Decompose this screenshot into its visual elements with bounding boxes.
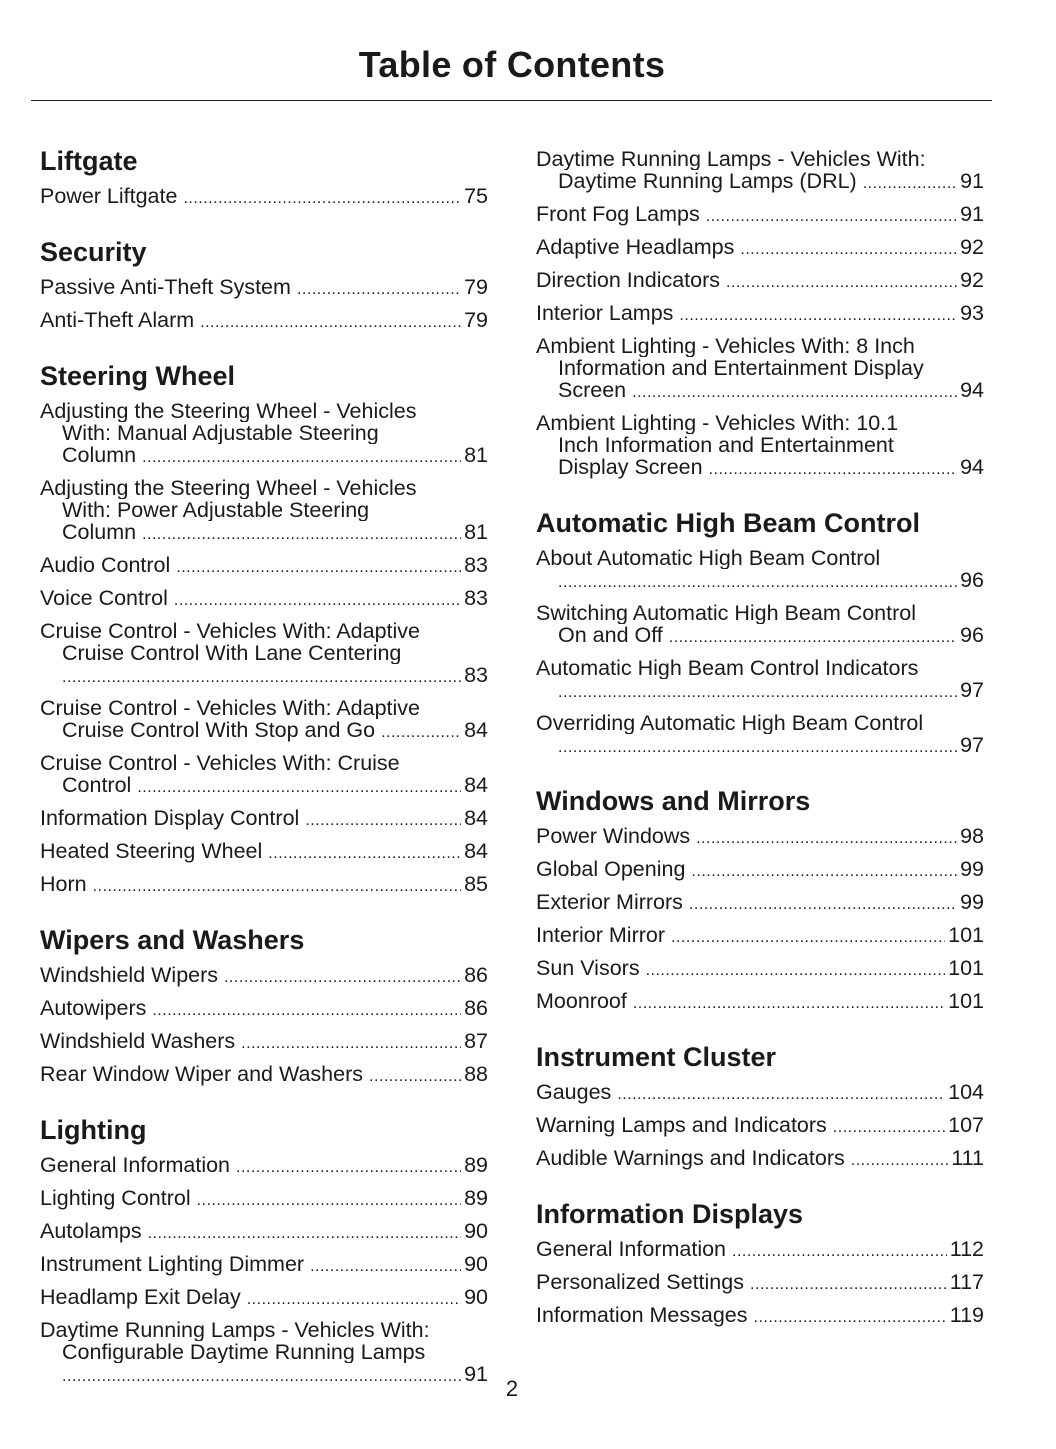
page-ref: 107 <box>948 1114 984 1137</box>
dot-leader <box>632 382 957 404</box>
entry-title-text: Direction Indicators <box>536 269 721 292</box>
entry-title-text: Passive Anti-Theft System <box>40 276 291 299</box>
entry-title-text: With: Power Adjustable Steering <box>62 499 370 521</box>
toc-entry[interactable] <box>536 547 984 594</box>
toc-section-lighting <box>40 1114 488 1388</box>
page-ref: 89 <box>464 1187 488 1210</box>
entry-title-text: Rear Window Wiper and Washers <box>40 1063 364 1086</box>
page-ref: 90 <box>464 1253 488 1276</box>
page-ref: 75 <box>464 185 488 208</box>
toc-entry-line <box>536 547 984 569</box>
toc-entry[interactable] <box>536 891 984 916</box>
entry-title-text: On and Off <box>558 624 663 647</box>
toc-entry-line <box>536 602 984 624</box>
toc-entry[interactable] <box>40 997 488 1022</box>
page-ref: 87 <box>464 1030 488 1053</box>
dot-leader <box>369 1066 461 1088</box>
toc-entry-line <box>536 657 984 679</box>
toc-entry[interactable] <box>40 807 488 832</box>
page-ref: 81 <box>464 444 488 467</box>
toc-entry-line <box>536 434 984 456</box>
section-heading: Instrument Cluster <box>536 1042 777 1072</box>
dot-leader <box>709 459 957 481</box>
section-heading: Security <box>40 237 147 267</box>
toc-entry[interactable] <box>40 873 488 898</box>
toc-entry-line <box>536 1304 984 1329</box>
entry-title-text: Horn <box>40 873 87 896</box>
toc-entry[interactable] <box>40 620 488 689</box>
dot-leader <box>558 737 957 759</box>
entry-title-text: Windshield Wipers <box>40 964 219 987</box>
page-ref: 94 <box>960 456 984 479</box>
entry-title-text: Daytime Running Lamps - Vehicles With: <box>536 148 926 170</box>
toc-entry-line <box>536 1114 984 1139</box>
entry-title-text: Gauges <box>536 1081 612 1104</box>
page-ref: 101 <box>948 924 984 947</box>
toc-entry-line <box>536 379 984 404</box>
page-ref: 83 <box>464 587 488 610</box>
entry-title-text: Audio Control <box>40 554 171 577</box>
toc-entry-line <box>40 1253 488 1278</box>
toc-entry-line <box>40 309 488 334</box>
toc-entry[interactable] <box>40 1286 488 1311</box>
toc-entry-line <box>536 1271 984 1296</box>
toc-entry[interactable] <box>40 587 488 612</box>
dot-leader <box>142 447 461 469</box>
toc-entry-line <box>536 957 984 982</box>
entry-title-text: Cruise Control - Vehicles With: Adaptive <box>40 697 420 719</box>
toc-entry-line <box>40 1319 488 1341</box>
entry-title-text: Information and Entertainment Display <box>558 357 924 379</box>
toc-entry[interactable] <box>536 825 984 850</box>
entry-title-text: Front Fog Lamps <box>536 203 700 226</box>
section-heading: Wipers and Washers <box>40 925 305 955</box>
entry-title-text: Control <box>62 774 132 797</box>
toc-entry-line <box>40 719 488 744</box>
entry-title-text: Interior Lamps <box>536 302 674 325</box>
page-ref: 94 <box>960 379 984 402</box>
dot-leader <box>268 843 461 865</box>
entry-title-text: Daytime Running Lamps - Vehicles With: <box>40 1319 430 1341</box>
entry-title-text: Instrument Lighting Dimmer <box>40 1253 305 1276</box>
page-ref: 99 <box>960 891 984 914</box>
entry-title-text: Autolamps <box>40 1220 142 1243</box>
toc-entry-line <box>40 997 488 1022</box>
entry-title-text: With: Manual Adjustable Steering <box>62 422 379 444</box>
toc-section-security <box>40 236 488 334</box>
section-heading: Windows and Mirrors <box>536 786 811 816</box>
toc-entry-line <box>40 752 488 774</box>
dot-leader <box>696 828 957 850</box>
page-ref: 104 <box>948 1081 984 1104</box>
dot-leader <box>142 524 461 546</box>
dot-leader <box>750 1274 947 1296</box>
entry-title-text: General Information <box>536 1238 727 1261</box>
toc-entry[interactable] <box>40 276 488 301</box>
toc-entry-line <box>536 734 984 759</box>
page-ref: 91 <box>464 1363 488 1386</box>
dot-leader <box>176 557 461 579</box>
toc-entry-line <box>40 1286 488 1311</box>
toc-entry[interactable] <box>40 400 488 469</box>
page-ref: 89 <box>464 1154 488 1177</box>
dot-leader <box>679 305 957 327</box>
entry-title-text: Overriding Automatic High Beam Control <box>536 712 924 734</box>
toc-entry-line <box>40 620 488 642</box>
entry-title-text: Ambient Lighting - Vehicles With: 8 Inch <box>536 335 915 357</box>
toc-entry-line <box>536 679 984 704</box>
dot-leader <box>381 722 461 744</box>
toc-entry-line <box>40 807 488 832</box>
page-ref: 93 <box>960 302 984 325</box>
toc-entry-line <box>40 521 488 546</box>
page-ref: 97 <box>960 734 984 757</box>
toc-entry[interactable] <box>536 412 984 481</box>
entry-title-text: Configurable Daytime Running Lamps <box>62 1341 426 1363</box>
toc-entry-line <box>536 990 984 1015</box>
toc-entry[interactable] <box>536 236 984 261</box>
right-column <box>536 148 984 1355</box>
entry-title-text: Voice Control <box>40 587 168 610</box>
toc-entry-line <box>536 269 984 294</box>
entry-title-text: Ambient Lighting - Vehicles With: 10.1 <box>536 412 899 434</box>
toc-section-steering-wheel <box>40 360 488 898</box>
dot-leader <box>183 188 461 210</box>
page-ref: 91 <box>960 203 984 226</box>
dot-leader <box>297 279 461 301</box>
entry-title-text: Sun Visors <box>536 957 640 980</box>
entry-title-text: Exterior Mirrors <box>536 891 683 914</box>
entry-title-text: Moonroof <box>536 990 627 1013</box>
page-ref: 79 <box>464 276 488 299</box>
entry-title-text: Adjusting the Steering Wheel - Vehicles <box>40 477 417 499</box>
toc-entry[interactable] <box>40 840 488 865</box>
toc-section-information-displays <box>536 1198 984 1329</box>
entry-title-text: General Information <box>40 1154 231 1177</box>
dot-leader <box>863 173 957 195</box>
entry-title-text: Daytime Running Lamps (DRL) <box>558 170 857 193</box>
dot-leader <box>174 590 461 612</box>
page-ref: 101 <box>948 957 984 980</box>
toc-entry-line <box>40 1063 488 1088</box>
toc-entry[interactable] <box>40 1030 488 1055</box>
entry-title-text: Autowipers <box>40 997 147 1020</box>
section-heading: Lighting <box>40 1115 147 1145</box>
entry-title-text: Cruise Control With Stop and Go <box>62 719 376 742</box>
toc-entry[interactable] <box>40 477 488 546</box>
page-ref: 111 <box>951 1147 984 1170</box>
page-ref: 117 <box>949 1271 984 1294</box>
toc-entry-line <box>40 185 488 210</box>
toc-entry-line <box>536 456 984 481</box>
toc-section-windows-and-mirrors <box>536 785 984 1015</box>
entry-title-text: Display Screen <box>558 456 703 479</box>
toc-entry[interactable] <box>536 657 984 704</box>
dot-leader <box>224 967 461 989</box>
toc-entry-line <box>40 554 488 579</box>
dot-leader <box>236 1157 461 1179</box>
toc-entry-line <box>536 203 984 228</box>
toc-entry[interactable] <box>536 1238 984 1263</box>
entry-title-text: Warning Lamps and Indicators <box>536 1114 827 1137</box>
toc-entry[interactable] <box>536 1114 984 1139</box>
page-ref: 90 <box>464 1286 488 1309</box>
toc-entry-line <box>536 891 984 916</box>
toc-entry-line <box>536 924 984 949</box>
dot-leader <box>558 572 957 594</box>
toc-entry-line <box>536 1238 984 1263</box>
toc-entry[interactable] <box>40 1063 488 1088</box>
dot-leader <box>200 312 461 334</box>
toc-entry-line <box>40 1030 488 1055</box>
page-ref: 81 <box>464 521 488 544</box>
toc-entry[interactable] <box>536 990 984 1015</box>
page-ref: 92 <box>960 269 984 292</box>
toc-entry-line <box>536 624 984 649</box>
entry-title-text: Information Messages <box>536 1304 748 1327</box>
toc-section-continued <box>536 148 984 481</box>
toc-entry-line <box>536 412 984 434</box>
entry-title-text: About Automatic High Beam Control <box>536 547 881 569</box>
toc-entry[interactable] <box>40 185 488 210</box>
toc-entry-line <box>536 712 984 734</box>
toc-entry[interactable] <box>40 964 488 989</box>
toc-entry[interactable] <box>40 1220 488 1245</box>
toc-entry[interactable] <box>536 148 984 195</box>
page-ref: 90 <box>464 1220 488 1243</box>
dot-leader <box>62 667 461 689</box>
entry-title-text: Windshield Washers <box>40 1030 236 1053</box>
toc-entry-line <box>536 858 984 883</box>
page-ref: 86 <box>464 964 488 987</box>
entry-title-text: Cruise Control With Lane Centering <box>62 642 402 664</box>
toc-entry-line <box>40 1187 488 1212</box>
toc-entry-line <box>536 148 984 170</box>
dot-leader <box>706 206 957 228</box>
page-title: Table of Contents <box>358 44 666 85</box>
title-divider <box>31 100 992 101</box>
page-ref: 96 <box>960 569 984 592</box>
page-ref: 86 <box>464 997 488 1020</box>
entry-title-text: Information Display Control <box>40 807 300 830</box>
dot-leader <box>137 777 461 799</box>
toc-entry-line <box>40 499 488 521</box>
toc-entry[interactable] <box>536 712 984 759</box>
toc-entry-line <box>40 400 488 422</box>
toc-entry-line <box>536 357 984 379</box>
dot-leader <box>732 1241 947 1263</box>
toc-entry-line <box>40 964 488 989</box>
entry-title-text: Automatic High Beam Control Indicators <box>536 657 919 679</box>
toc-entry-line <box>40 1154 488 1179</box>
entry-title-text: Lighting Control <box>40 1187 191 1210</box>
toc-section-wipers-and-washers <box>40 924 488 1088</box>
toc-entry-line <box>40 477 488 499</box>
entry-title-text: Audible Warnings and Indicators <box>536 1147 845 1170</box>
section-heading: Automatic High Beam Control <box>536 508 921 538</box>
dot-leader <box>689 894 957 916</box>
toc-entry-line <box>536 1081 984 1106</box>
dot-leader <box>197 1190 461 1212</box>
section-heading: Steering Wheel <box>40 361 236 391</box>
entry-title-text: Cruise Control - Vehicles With: Cruise <box>40 752 400 774</box>
toc-entry-line <box>536 335 984 357</box>
toc-entry[interactable] <box>536 1081 984 1106</box>
page-ref: 84 <box>464 774 488 797</box>
toc-entry-line <box>536 236 984 261</box>
page-ref: 85 <box>464 873 488 896</box>
toc-entry-line <box>40 697 488 719</box>
toc-entry[interactable] <box>536 1304 984 1329</box>
entry-title-text: Headlamp Exit Delay <box>40 1286 241 1309</box>
page-ref: 83 <box>464 554 488 577</box>
page-ref: 83 <box>464 664 488 687</box>
toc-entry[interactable] <box>536 203 984 228</box>
section-heading: Liftgate <box>40 146 138 176</box>
entry-title-text: Column <box>62 444 137 467</box>
page-number: 2 <box>505 1376 519 1401</box>
toc-entry[interactable] <box>40 1253 488 1278</box>
toc-section-automatic-high-beam-control <box>536 507 984 759</box>
entry-title-text: Global Opening <box>536 858 686 881</box>
dot-leader <box>152 1000 461 1022</box>
toc-entry-line <box>40 422 488 444</box>
entry-title-text: Screen <box>558 379 627 402</box>
toc-entry[interactable] <box>40 1187 488 1212</box>
page-ref: 99 <box>960 858 984 881</box>
dot-leader <box>671 927 945 949</box>
entry-title-text: Adaptive Headlamps <box>536 236 735 259</box>
page-ref: 88 <box>464 1063 488 1086</box>
page-ref: 97 <box>960 679 984 702</box>
dot-leader <box>241 1033 461 1055</box>
toc-entry-line <box>40 664 488 689</box>
toc-entry[interactable] <box>40 554 488 579</box>
entry-title-text: Cruise Control - Vehicles With: Adaptive <box>40 620 420 642</box>
toc-entry-line <box>536 170 984 195</box>
toc-entry[interactable] <box>40 752 488 799</box>
toc-entry-line <box>536 825 984 850</box>
dot-leader <box>851 1150 949 1172</box>
dot-leader <box>148 1223 461 1245</box>
dot-leader <box>669 627 957 649</box>
entry-title-text: Switching Automatic High Beam Control <box>536 602 917 624</box>
toc-entry[interactable] <box>40 697 488 744</box>
toc-entry-line <box>40 774 488 799</box>
page-ref: 119 <box>949 1304 984 1327</box>
toc-entry[interactable] <box>536 1271 984 1296</box>
entry-title-text: Interior Mirror <box>536 924 666 947</box>
dot-leader <box>247 1289 461 1311</box>
toc-entry[interactable] <box>536 957 984 982</box>
toc-entry-line <box>536 302 984 327</box>
dot-leader <box>305 810 461 832</box>
page-ref: 79 <box>464 309 488 332</box>
page-ref: 101 <box>948 990 984 1013</box>
toc-entry[interactable] <box>536 335 984 404</box>
page-ref: 98 <box>960 825 984 848</box>
toc-entry-line <box>40 587 488 612</box>
dot-leader <box>740 239 957 261</box>
toc-entry[interactable] <box>40 309 488 334</box>
dot-leader <box>646 960 946 982</box>
toc-entry[interactable] <box>536 1147 984 1172</box>
section-heading: Information Displays <box>536 1199 804 1229</box>
page-ref: 92 <box>960 236 984 259</box>
toc-entry[interactable] <box>536 924 984 949</box>
entry-title-text: Power Windows <box>536 825 691 848</box>
dot-leader <box>726 272 957 294</box>
dot-leader <box>310 1256 461 1278</box>
toc-entry-line <box>40 840 488 865</box>
left-column <box>40 145 488 1414</box>
dot-leader <box>558 682 957 704</box>
page-ref: 96 <box>960 624 984 647</box>
toc-entry-line <box>40 1341 488 1363</box>
toc-entry[interactable] <box>536 269 984 294</box>
dot-leader <box>633 993 945 1015</box>
toc-entry-line <box>40 444 488 469</box>
toc-entry-line <box>536 569 984 594</box>
entry-title-text: Anti-Theft Alarm <box>40 309 195 332</box>
toc-entry-line <box>40 873 488 898</box>
toc-entry[interactable] <box>40 1154 488 1179</box>
toc-entry-line <box>536 1147 984 1172</box>
entry-title-text: Power Liftgate <box>40 185 178 208</box>
toc-entry[interactable] <box>536 302 984 327</box>
dot-leader <box>617 1084 945 1106</box>
dot-leader <box>833 1117 945 1139</box>
entry-title-text: Column <box>62 521 137 544</box>
toc-entry[interactable] <box>536 602 984 649</box>
entry-title-text: Adjusting the Steering Wheel - Vehicles <box>40 400 417 422</box>
entry-title-text: Heated Steering Wheel <box>40 840 263 863</box>
toc-section-liftgate <box>40 145 488 210</box>
page-ref: 112 <box>949 1238 984 1261</box>
dot-leader <box>691 861 957 883</box>
page-ref: 84 <box>464 719 488 742</box>
page-ref: 84 <box>464 840 488 863</box>
page-ref: 91 <box>960 170 984 193</box>
page-ref: 84 <box>464 807 488 830</box>
toc-entry[interactable] <box>536 858 984 883</box>
entry-title-text: Inch Information and Entertainment <box>558 434 894 456</box>
dot-leader <box>754 1307 947 1329</box>
dot-leader <box>93 876 461 898</box>
toc-entry-line <box>40 276 488 301</box>
toc-entry-line <box>40 1220 488 1245</box>
toc-section-instrument-cluster <box>536 1041 984 1172</box>
entry-title-text: Personalized Settings <box>536 1271 744 1294</box>
toc-entry-line <box>40 642 488 664</box>
